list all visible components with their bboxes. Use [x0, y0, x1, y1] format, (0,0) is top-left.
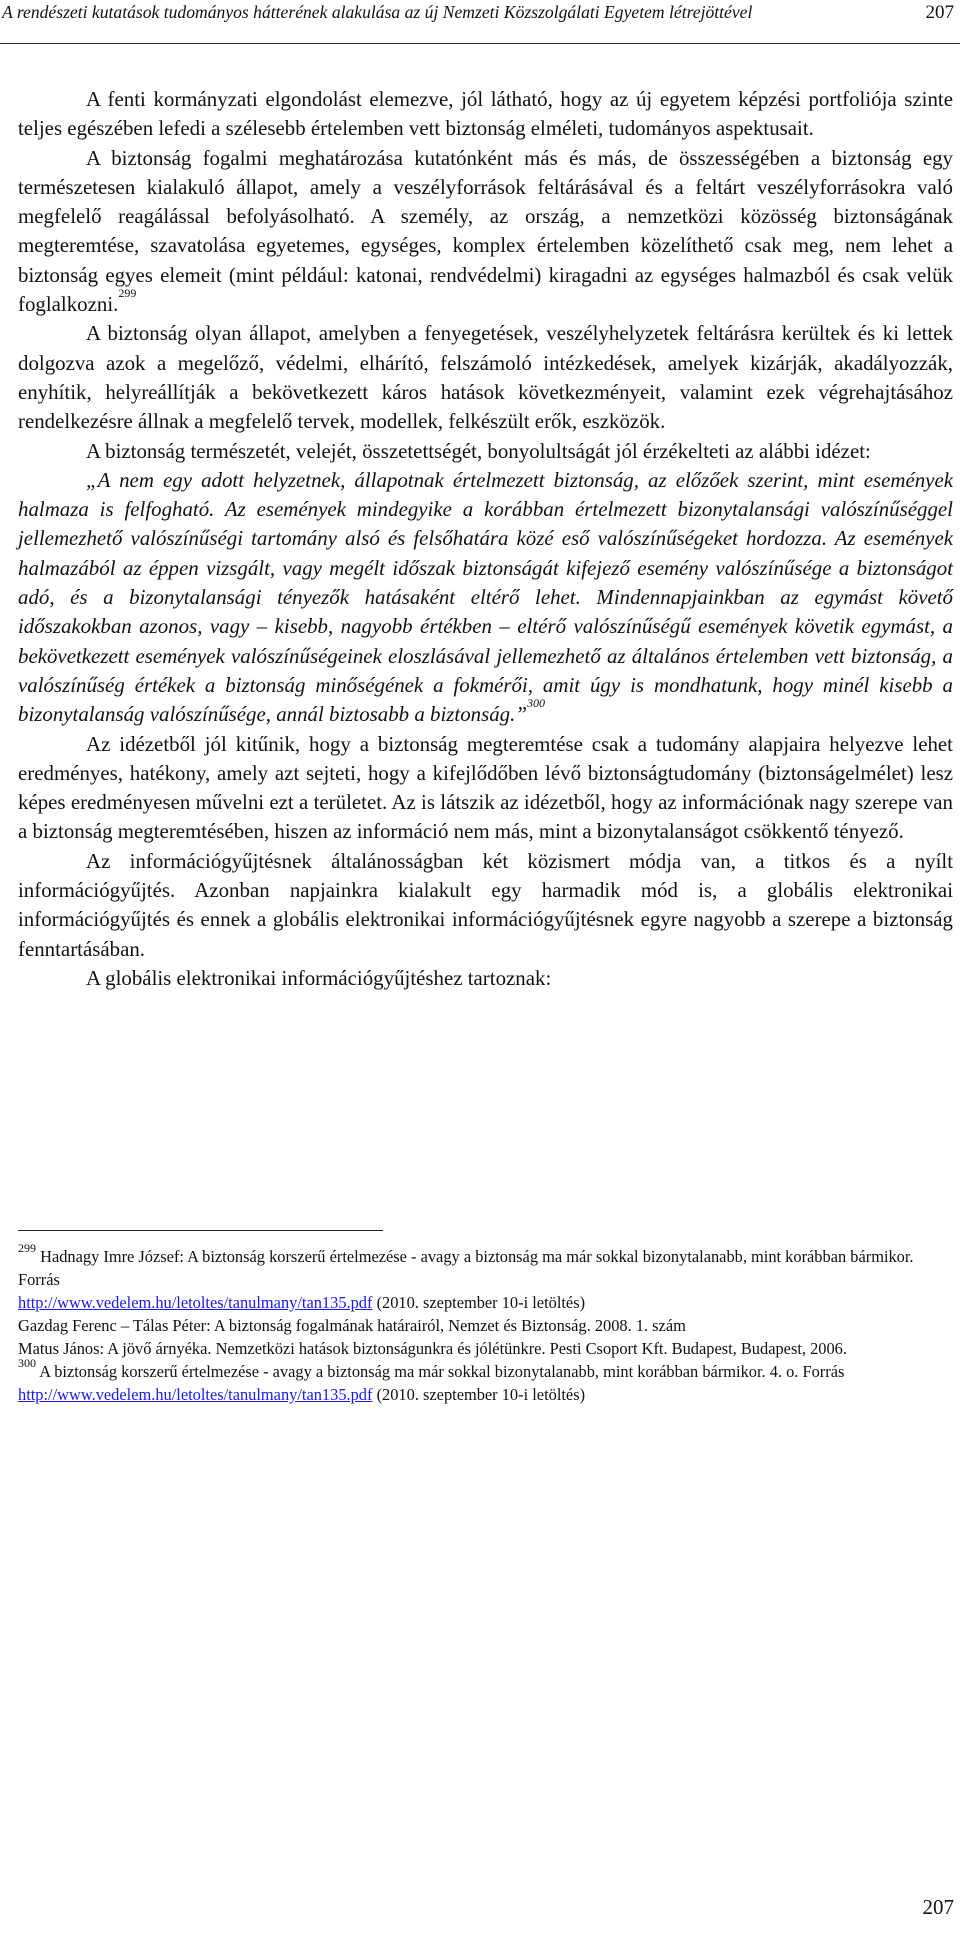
footnote-ref-300[interactable]: 300 [526, 696, 545, 711]
footnote-number: 299 [18, 1241, 36, 1255]
footnote-300: $^{300}$ A biztonság korszerű értelmezése - avagy a biztonság ma már sokkal bizonytalanabb, mint korábban bármikor. 4. o. Forrás [18, 1356, 845, 1381]
paragraph-5: Az idézetből jól kitűnik, hogy a biztonság megteremtése csak a tudomány alapjaira helyezve lehet eredményes, hatékony, amely azt sejteti, hogy a kifejlődőben lévő biztonságtudomány (biztonságelmélet) lesz képes eredményesen művelni ezt a területet. Az is látszik az idézetből, hogy az információnak nagy szerepe van a biztonság megteremtésében, hiszen az információ nem más, mint a bizonytalanságot csökkentő tényező. [18, 731, 953, 844]
footnote-divider [18, 1230, 383, 1231]
footnote-299: $^{299}$ Hadnagy Imre József: A biztonság korszerű értelmezése - avagy a biztonság ma már sokkal bizonytalanabb, mint korábban bármikor. Forrás [18, 1241, 914, 1289]
footnote-number: 300 [18, 1356, 36, 1370]
running-header-title: A rendészeti kutatások tudományos hátterének alakulása az új Nemzeti Közszolgálati Egyetem létrejöttével [2, 2, 753, 22]
footer-page-number: 207 [922, 1895, 954, 1919]
footnote-299-link-line: http://www.vedelem.hu/letoltes/tanulmany/tan135.pdf (2010. szeptember 10-i letöltés) [18, 1293, 586, 1312]
paragraph-2: A biztonság fogalmi meghatározása kutatónként más és más, de összességében a biztonság egy természetesen kialakuló állapot, amely a veszélyforrások feltárásával és a feltárt veszélyforrásokra való megfelelő reagálással befolyásolható. A személy, az ország, a nemzetközi közösség biztonságának megteremtése, szavatolása egyetemes, egységes, komplex értelemben közelíthető csak meg, nem lehet a biztonság egyes elemeit (mint például: katonai, rendvédelmi) kiragadni az egységes halmazból és csak velük foglalkozni.$^{299}$ [18, 145, 953, 317]
paragraph-7: A globális elektronikai információgyűjtéshez tartoznak: [86, 965, 552, 990]
footnote-link[interactable]: http://www.vedelem.hu/letoltes/tanulmany/tan135.pdf [18, 1385, 373, 1404]
footnote-299-ref-3: Matus János: A jövő árnyéka. Nemzetközi hatások biztonságunkra és jólétünkre. Pesti Csoport Kft. Budapest, Budapest, 2006. [18, 1339, 847, 1358]
paragraph-4: A biztonság természetét, velejét, összetettségét, bonyolultságát jól érzékelteti az alábbi idézet: [86, 438, 871, 463]
footnotes [18, 1241, 953, 1406]
footnote-ref-299[interactable]: 299 [118, 286, 137, 301]
footnote-299-ref-2: Gazdag Ferenc – Tálas Péter: A biztonság fogalmának határairól, Nemzet és Biztonság. 2008. 1. szám [18, 1316, 686, 1335]
paragraph-6: Az információgyűjtésnek általánosságban két közismert módja van, a titkos és a nyílt információgyűjtés. Azonban napjainkra kialakult egy harmadik mód is, a globális elektronikai információgyűjtés és ennek a globális elektronikai információgyűjtésnek egyre nagyobb a szerepe a biztonság fenntartásában. [18, 848, 953, 961]
running-header [0, 0, 960, 44]
paragraph-1: A fenti kormányzati elgondolást elemezve, jól látható, hogy az új egyetem képzési portfoliója szinte teljes egészében lefedi a szélesebb értelemben vett biztonság elméleti, tudományos aspektusait. [18, 87, 953, 141]
header-page-number: 207 [925, 2, 954, 23]
block-quote: „A nem egy adott helyzetnek, állapotnak értelmezett biztonság, az előzőek szerint, mint események halmaza is felfogható. Az események mindegyike a korábban értelmezett bizonytalansági valószínűséggel jellemezhető valószínűségi tartomány alsó és felsőhatára közé eső valószínűségeket hordozza. Az események halmazából az éppen vizsgált, vagy megélt időszak biztonságát kifejező esemény valószínűsége a biztonságot adó, és a bizonytalansági tényezők hatásaként eltérő lehet. Mindennapjainkban az egymást követő időszakokban azonos, vagy – kisebb, nagyobb értékben – eltérő valószínűségű események követik egymást, a bekövetkezett események valószínűségeinek eloszlásával jellemezhető az általános értelemben vett biztonság, a valószínűség értékek a biztonság minőségének a fokmérői, amit úgy is mondhatunk, hogy minél kisebb a bizonytalanság valószínűsége, annál biztosabb a biztonság.”$^{300}$ [18, 467, 953, 727]
main-text [18, 85, 953, 993]
paragraph-3: A biztonság olyan állapot, amelyben a fenyegetések, veszélyhelyzetek feltárásra kerültek és ki lettek dolgozva azok a megelőző, védelmi, elhárító, felszámoló intézkedések, amelyek kizárják, akadályozzák, enyhítik, helyreállítják a bekövetkezett káros hatások következményeit, valamint ezek végrehajtásához rendelkezésre állnak a megfelelő tervek, modellek, felkészült erők, eszközök. [18, 321, 953, 434]
footnote-link[interactable]: http://www.vedelem.hu/letoltes/tanulmany/tan135.pdf [18, 1293, 373, 1312]
footnote-300-link-line: http://www.vedelem.hu/letoltes/tanulmany/tan135.pdf (2010. szeptember 10-i letöltés) [18, 1385, 586, 1404]
